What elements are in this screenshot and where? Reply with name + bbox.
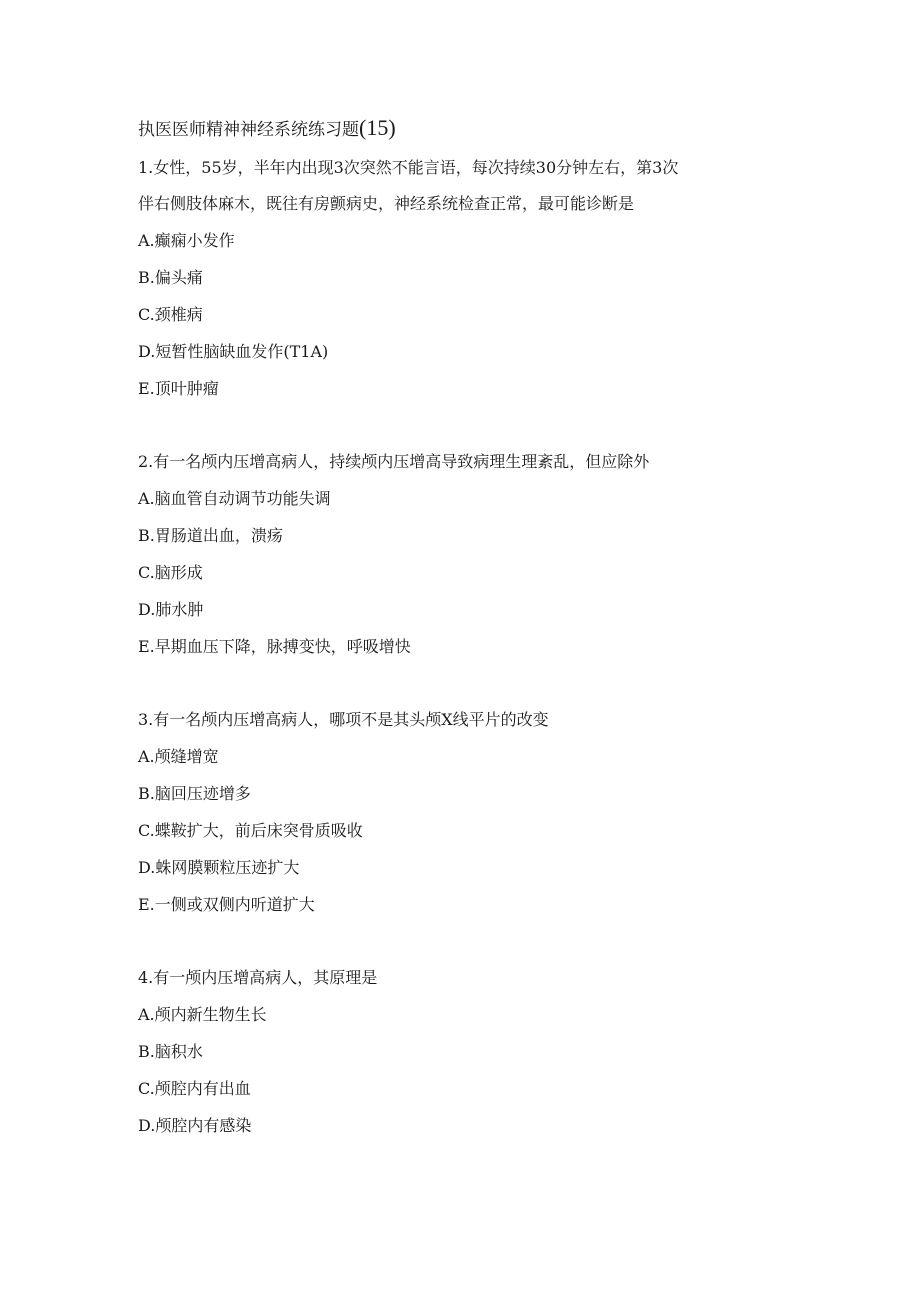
document-title-number: (15): [359, 115, 396, 140]
question-3-option-b: B.脑回压迹增多: [138, 784, 251, 803]
document-title-text: 执医医师精神神经系统练习题: [138, 120, 359, 140]
question-3-option-d: D.蛛网膜颗粒压迹扩大: [138, 858, 300, 877]
question-4-option-b: B.脑积水: [138, 1042, 203, 1061]
question-1-option-e: E.顶叶肿瘤: [138, 379, 219, 398]
question-2-option-e: E.早期血压下降，脉搏变快，呼吸增快: [138, 637, 411, 656]
question-2-option-d: D.肺水肿: [138, 600, 204, 619]
document-title: [138, 114, 396, 144]
question-3-option-e: E.一侧或双侧内听道扩大: [138, 895, 315, 914]
question-3-stem: 3.有一名颅内压增高病人，哪项不是其头颅X线平片的改变: [138, 710, 549, 729]
question-1-option-c: C.颈椎病: [138, 305, 203, 324]
question-1-option-b: B.偏头痛: [138, 268, 203, 287]
question-4-stem: 4.有一颅内压增高病人，其原理是: [138, 968, 378, 987]
question-1-stem-line-2: 伴右侧肢体麻木，既往有房颤病史，神经系统检查正常，最可能诊断是: [138, 194, 635, 213]
question-3-option-a: A.颅缝增宽: [138, 747, 219, 766]
question-1-option-d: D.短暂性脑缺血发作(T1A): [138, 342, 329, 361]
question-2-stem: 2.有一名颅内压增高病人，持续颅内压增高导致病理生理紊乱，但应除外: [138, 452, 650, 471]
question-2-option-a: A.脑血管自动调节功能失调: [138, 489, 331, 508]
question-1-stem-line-1: 1.女性，55岁，半年内出现3次突然不能言语，每次持续30分钟左右，第3次: [138, 158, 679, 177]
question-2-option-c: C.脑形成: [138, 563, 203, 582]
question-4-option-c: C.颅腔内有出血: [138, 1079, 251, 1098]
question-4-option-a: A.颅内新生物生长: [138, 1005, 267, 1024]
question-4-option-d: D.颅腔内有感染: [138, 1116, 252, 1135]
question-1-option-a: A.癫痫小发作: [138, 231, 235, 250]
question-3-option-c: C.蝶鞍扩大，前后床突骨质吸收: [138, 821, 363, 840]
question-2-option-b: B.胃肠道出血，溃疡: [138, 526, 283, 545]
